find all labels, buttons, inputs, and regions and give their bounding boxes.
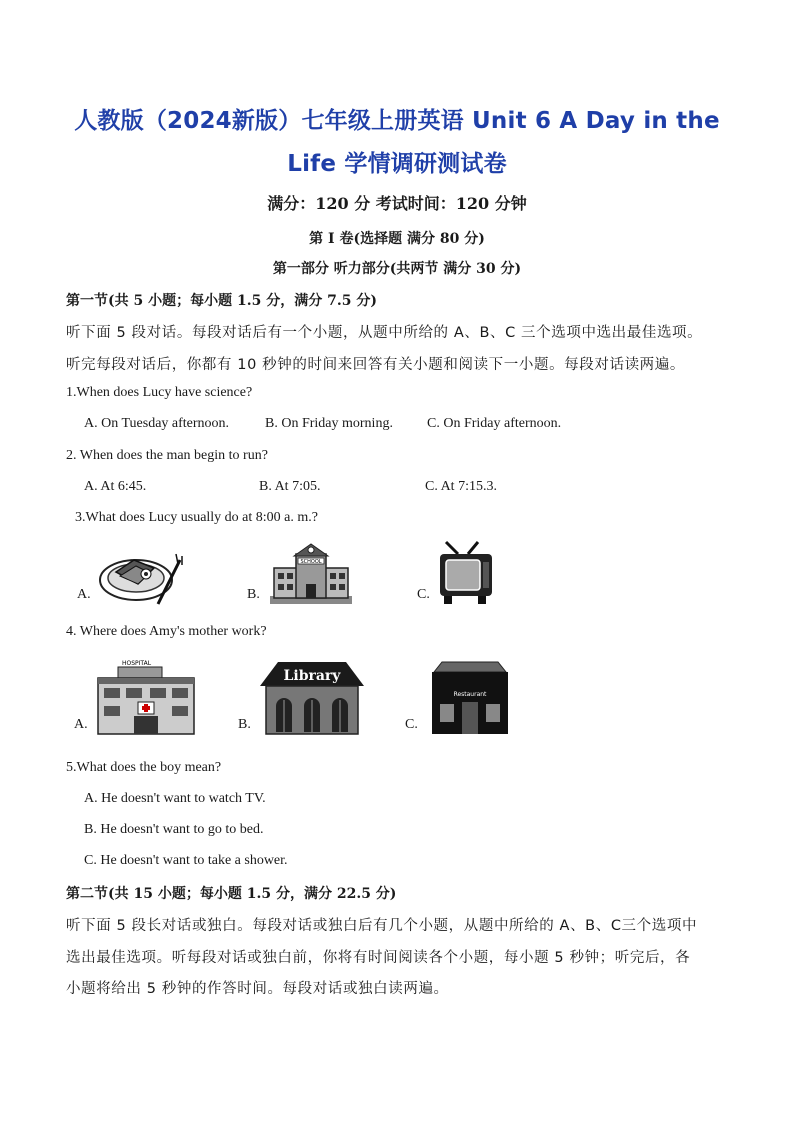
title-line-2: Life 学情调研测试卷 [287,151,507,177]
school-building-image [268,540,354,606]
section2-instruction-2: 选出最佳选项。听每段对话或独白前，你将有时间阅读各个小题，每小题 5 秒钟；听完后，各 [66,950,691,966]
hospital-image [96,656,196,736]
library-sign-text: Library [283,668,341,684]
library-image [258,656,366,736]
part-heading: 第一部分 听力部分(共两节 满分 30 分) [272,261,522,277]
question-3: 3.What does Lucy usually do at 8:00 a. m.? [75,510,318,525]
breakfast-plate-image [98,540,188,608]
score-time: 满分：120 分 考试时间：120 分钟 [267,194,527,213]
section2-heading: 第二节(共 15 小题；每小题 1.5 分，满分 22.5 分) [66,886,397,902]
section2-instruction-3: 小题将给出 5 秒钟的作答时间。每段对话或独白读两遍。 [66,981,449,997]
q1-option-c[interactable]: C. On Friday afternoon. [427,416,562,431]
section1-instruction-1: 听下面 5 段对话。每段对话后有一个小题，从题中所给的 A、B、C 三个选项中选出最佳选项。 [66,325,703,341]
restaurant-sign-text: Restaurant [453,691,487,698]
q5-option-c[interactable]: C. He doesn't want to take a shower. [84,853,288,868]
q4-option-a[interactable]: A. [74,717,88,732]
q2-option-c[interactable]: C. At 7:15.3. [425,479,497,494]
q1-option-b[interactable]: B. On Friday morning. [265,416,393,431]
q2-option-b[interactable]: B. At 7:05. [259,479,321,494]
question-5: 5.What does the boy mean? [66,760,222,775]
section2-instruction-1: 听下面 5 段长对话或独白。每段对话或独白后有几个小题，从题中所给的 A、B、C三个选项中 [66,918,698,934]
q1-option-a[interactable]: A. On Tuesday afternoon. [84,416,230,431]
question-4: 4. Where does Amy's mother work? [66,624,267,639]
question-1: 1.When does Lucy have science? [66,385,253,400]
volume-heading: 第 I 卷(选择题 满分 80 分) [309,231,485,247]
school-sign-text: SCHOOL [300,559,322,565]
q3-option-b[interactable]: B. [247,587,260,602]
q2-option-a[interactable]: A. At 6:45. [84,479,147,494]
restaurant-image [428,656,512,736]
q5-option-b[interactable]: B. He doesn't want to go to bed. [84,822,264,837]
section1-heading: 第一节(共 5 小题；每小题 1.5 分，满分 7.5 分) [66,293,377,309]
q5-option-a[interactable]: A. He doesn't want to watch TV. [84,791,266,806]
q3-option-c[interactable]: C. [417,587,430,602]
television-image [436,540,498,606]
q4-option-b[interactable]: B. [238,717,251,732]
hospital-sign-text: HOSPITAL [122,660,152,667]
question-2: 2. When does the man begin to run? [66,448,268,463]
q3-option-a[interactable]: A. [77,587,91,602]
q4-option-c[interactable]: C. [405,717,418,732]
section1-instruction-2: 听完每段对话后，你都有 10 秒钟的时间来回答有关小题和阅读下一小题。每段对话读两遍。 [66,357,685,373]
title-line-1: 人教版（2024新版）七年级上册英语 Unit 6 A Day in the [74,108,720,134]
